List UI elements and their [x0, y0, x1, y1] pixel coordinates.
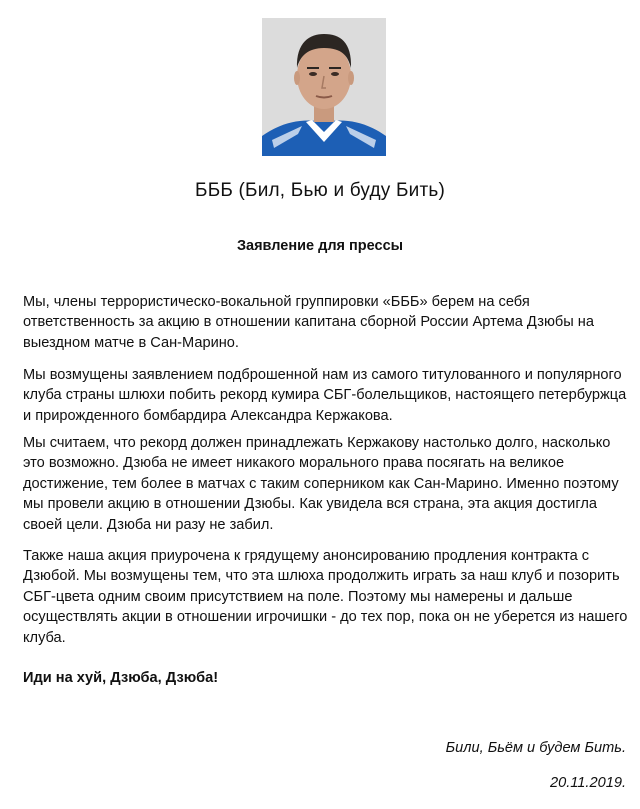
document-date: 20.11.2019. — [549, 775, 626, 791]
paragraph-4: Также наша акция приурочена к грядущему анонсированию продления контракта с Дзюбой. Мы возмущены тем, что эта шлюха продолжить играть за наш клуб и позорить СБГ-цвета одним своим присутствием на поле. Поэтому мы намерены и дальше осуществлять акции в отношении игрочишки - до тех пор, пока он не уберется из нашего клуба. — [23, 548, 628, 646]
portrait-illustration — [262, 18, 386, 156]
portrait-photo — [262, 18, 386, 156]
paragraph-3: Мы считаем, что рекорд должен принадлежать Кержакову настолько долго, насколько это возможно. Дзюба не имеет никакого морального права посягать на великое достижение, тем более в матчах с таким соперником как Сан-Марино. Именно поэтому мы провели акцию в отношении Дзюбы. Как увидела вся страна, эта акция достигла своей цели. Дзюба ни разу не забил. — [23, 435, 619, 533]
closing-line: Иди на хуй, Дзюба, Дзюба! — [23, 670, 219, 686]
signature: Били, Бьём и будем Бить. — [445, 740, 626, 756]
document-title: БББ (Бил, Бью и буду Бить) — [195, 180, 445, 201]
paragraph-1: Мы, члены террористическо-вокальной группировки «БББ» берем на себя ответственность за акцию в отношении капитана сборной России Артема Дзюбы на выездном матче в Сан-Марино. — [23, 294, 594, 351]
document-subtitle: Заявление для прессы — [236, 238, 404, 254]
paragraph-2: Мы возмущены заявлением подброшенной нам из самого титулованного и популярного клуба страны шлюхи побить рекорд кумира СБГ-болельщиков, настоящего петербуржца и прирожденного бомбардира Александра Кержакова. — [23, 367, 627, 424]
